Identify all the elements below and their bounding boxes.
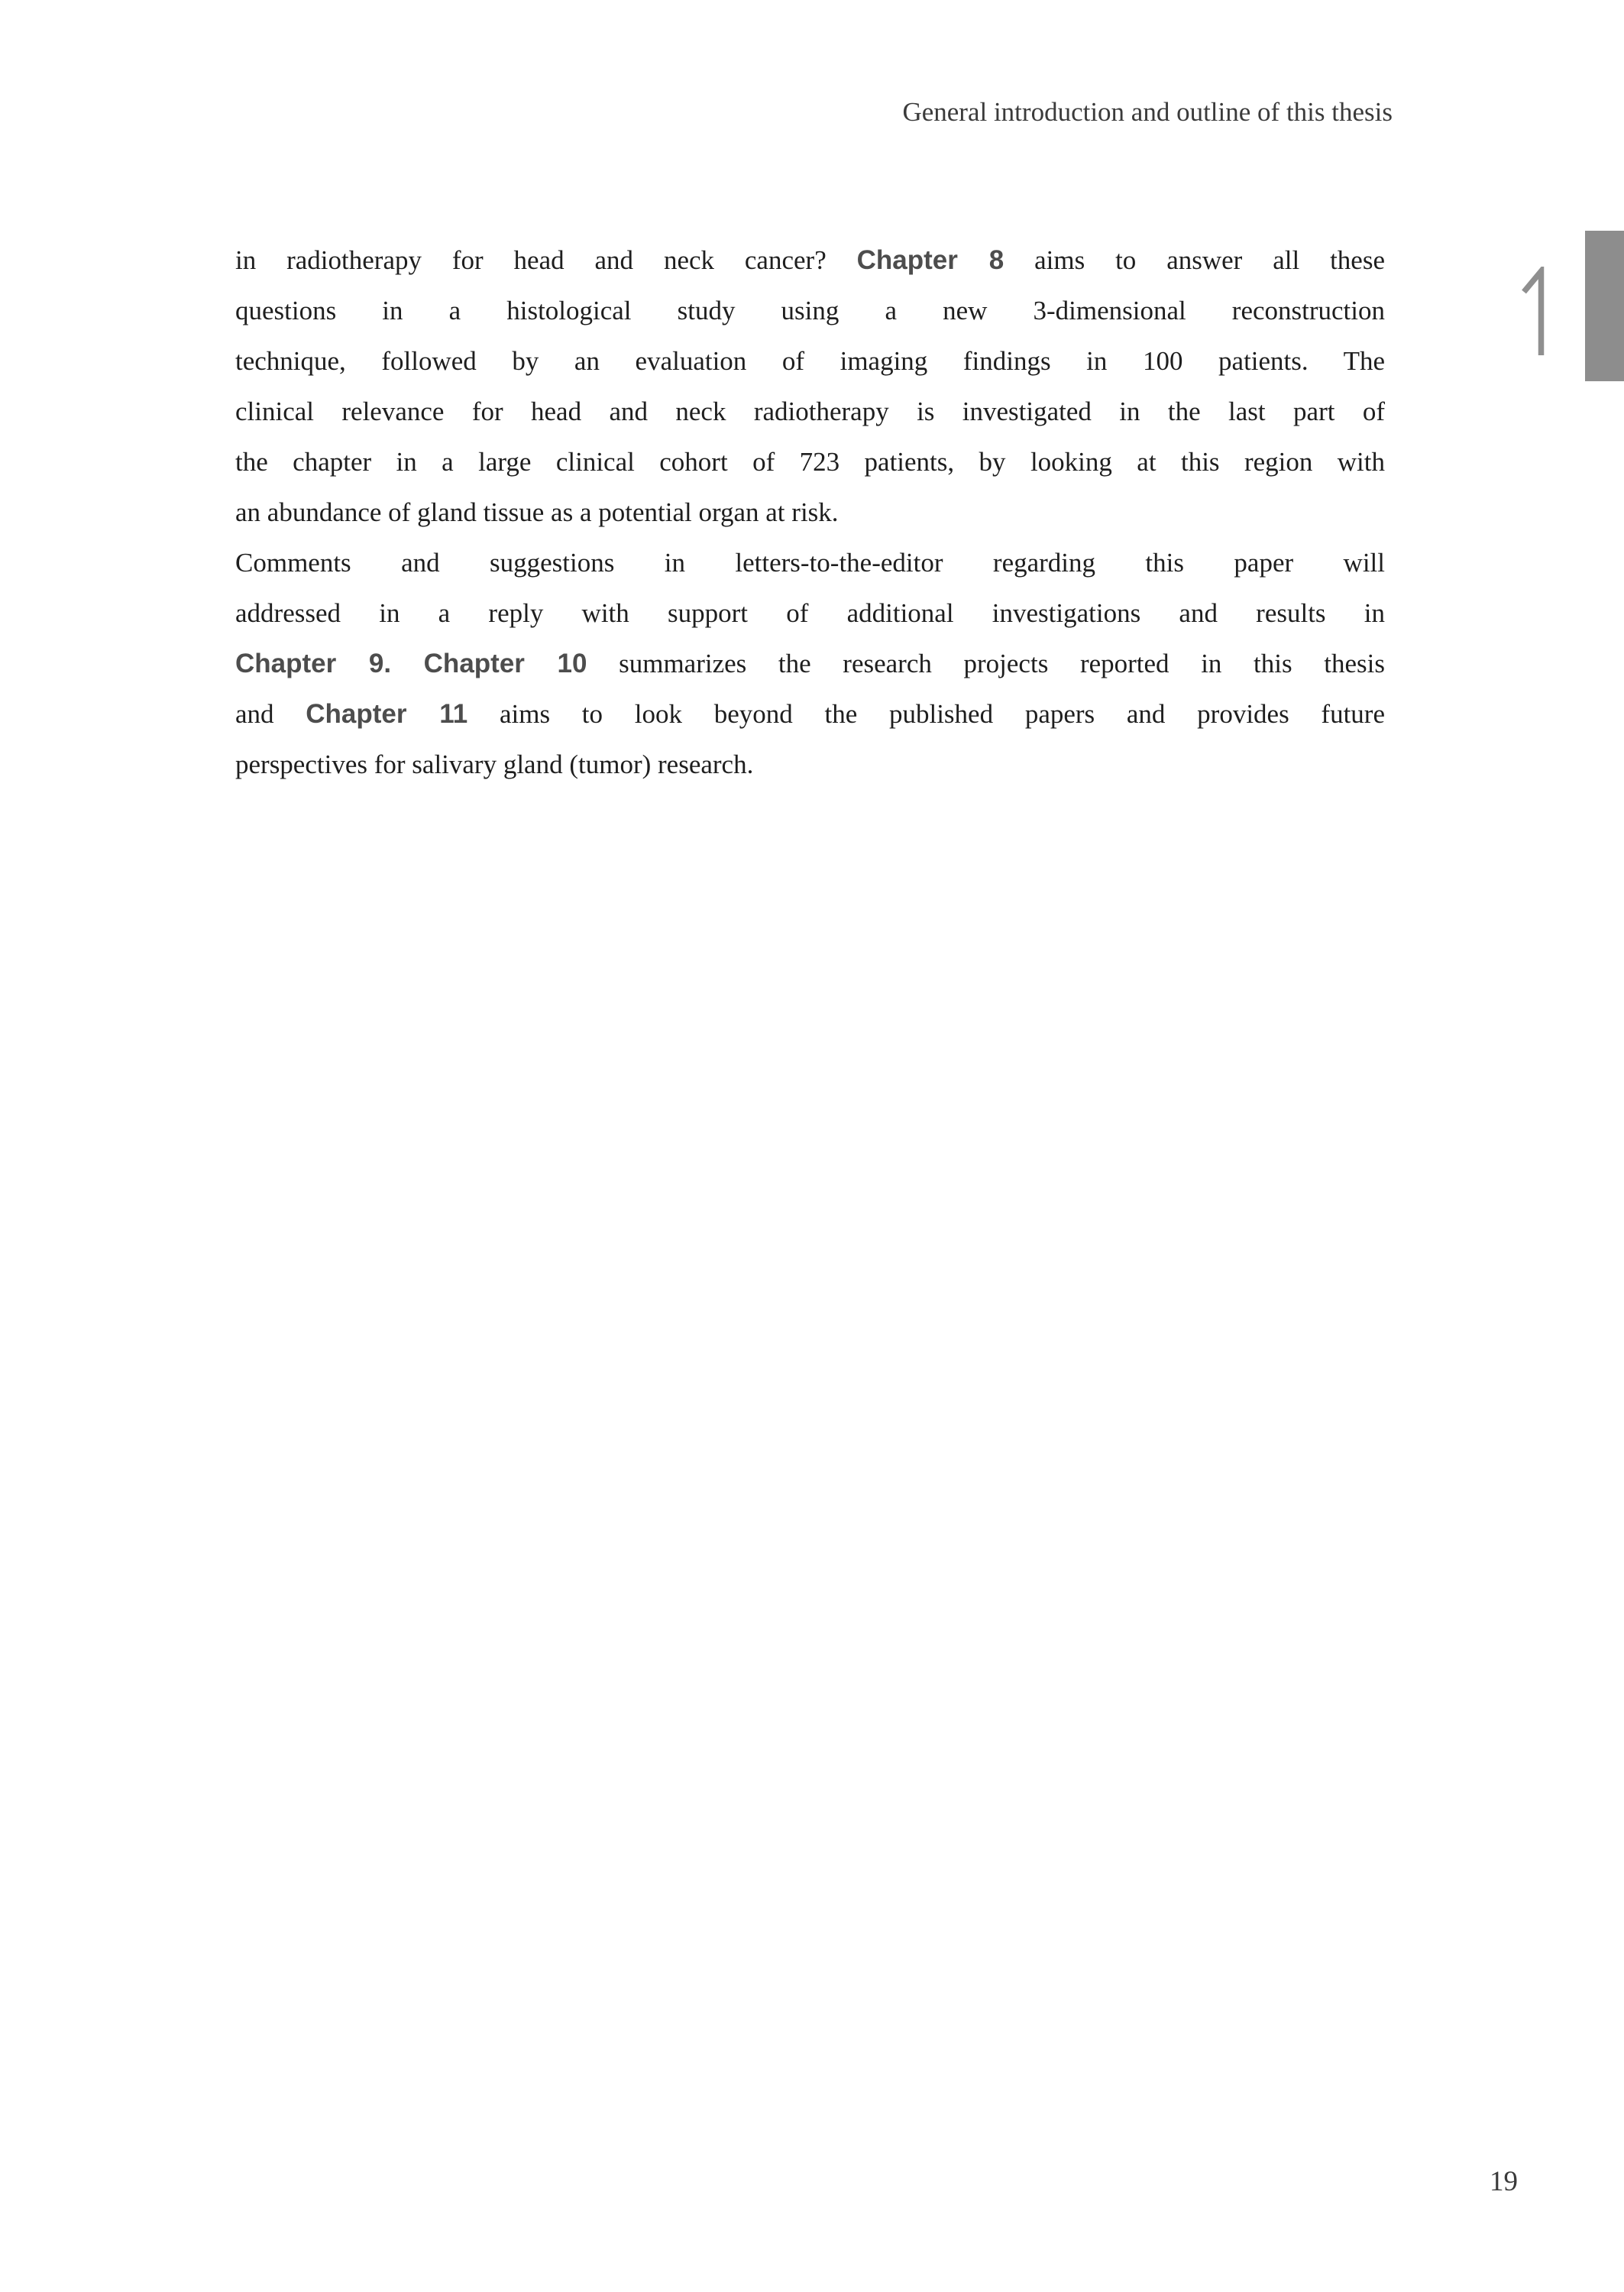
chapter-reference: Chapter 11 [306, 699, 468, 729]
body-run: aims to answer all these [1004, 245, 1385, 275]
text-line [235, 286, 1385, 336]
body-run: technique, followed by an evaluation of imaging findings in 100 patients. The [235, 346, 1385, 376]
body-run: Comments and suggestions in letters-to-the-editor regarding this paper will [235, 548, 1385, 578]
body-text [235, 235, 1385, 790]
body-run: the chapter in a large clinical cohort of 723 patients, by looking at this region with [235, 447, 1385, 477]
body-run: addressed in a reply with support of additional investigations and results in [235, 598, 1385, 628]
body-run: and [235, 699, 306, 729]
body-run: in radiotherapy for head and neck cancer? [235, 245, 857, 275]
text-line [235, 639, 1385, 689]
text-line [235, 336, 1385, 387]
chapter-number-glyph [1522, 267, 1551, 357]
text-line [235, 487, 1385, 538]
text-line [235, 689, 1385, 740]
body-run: summarizes the research projects reported in this thesis [587, 649, 1385, 678]
body-run: perspectives for salivary gland (tumor) research. [235, 749, 754, 779]
body-run: an abundance of gland tissue as a potential organ at risk. [235, 497, 839, 527]
chapter-reference: Chapter 9. Chapter 10 [235, 649, 587, 678]
text-line [235, 387, 1385, 437]
running-header: General introduction and outline of this thesis [902, 97, 1393, 127]
page-number: 19 [1490, 2166, 1518, 2197]
text-line [235, 740, 1385, 790]
body-run: clinical relevance for head and neck radiotherapy is investigated in the last part of [235, 397, 1385, 426]
text-line [235, 588, 1385, 639]
text-line [235, 538, 1385, 588]
body-run: aims to look beyond the published papers and provides future [467, 699, 1385, 729]
chapter-reference: Chapter 8 [856, 245, 1004, 275]
text-line [235, 235, 1385, 286]
body-run: questions in a histological study using a new 3-dimensional reconstruction [235, 296, 1385, 325]
chapter-edge-tab [1585, 231, 1624, 381]
text-line [235, 437, 1385, 487]
